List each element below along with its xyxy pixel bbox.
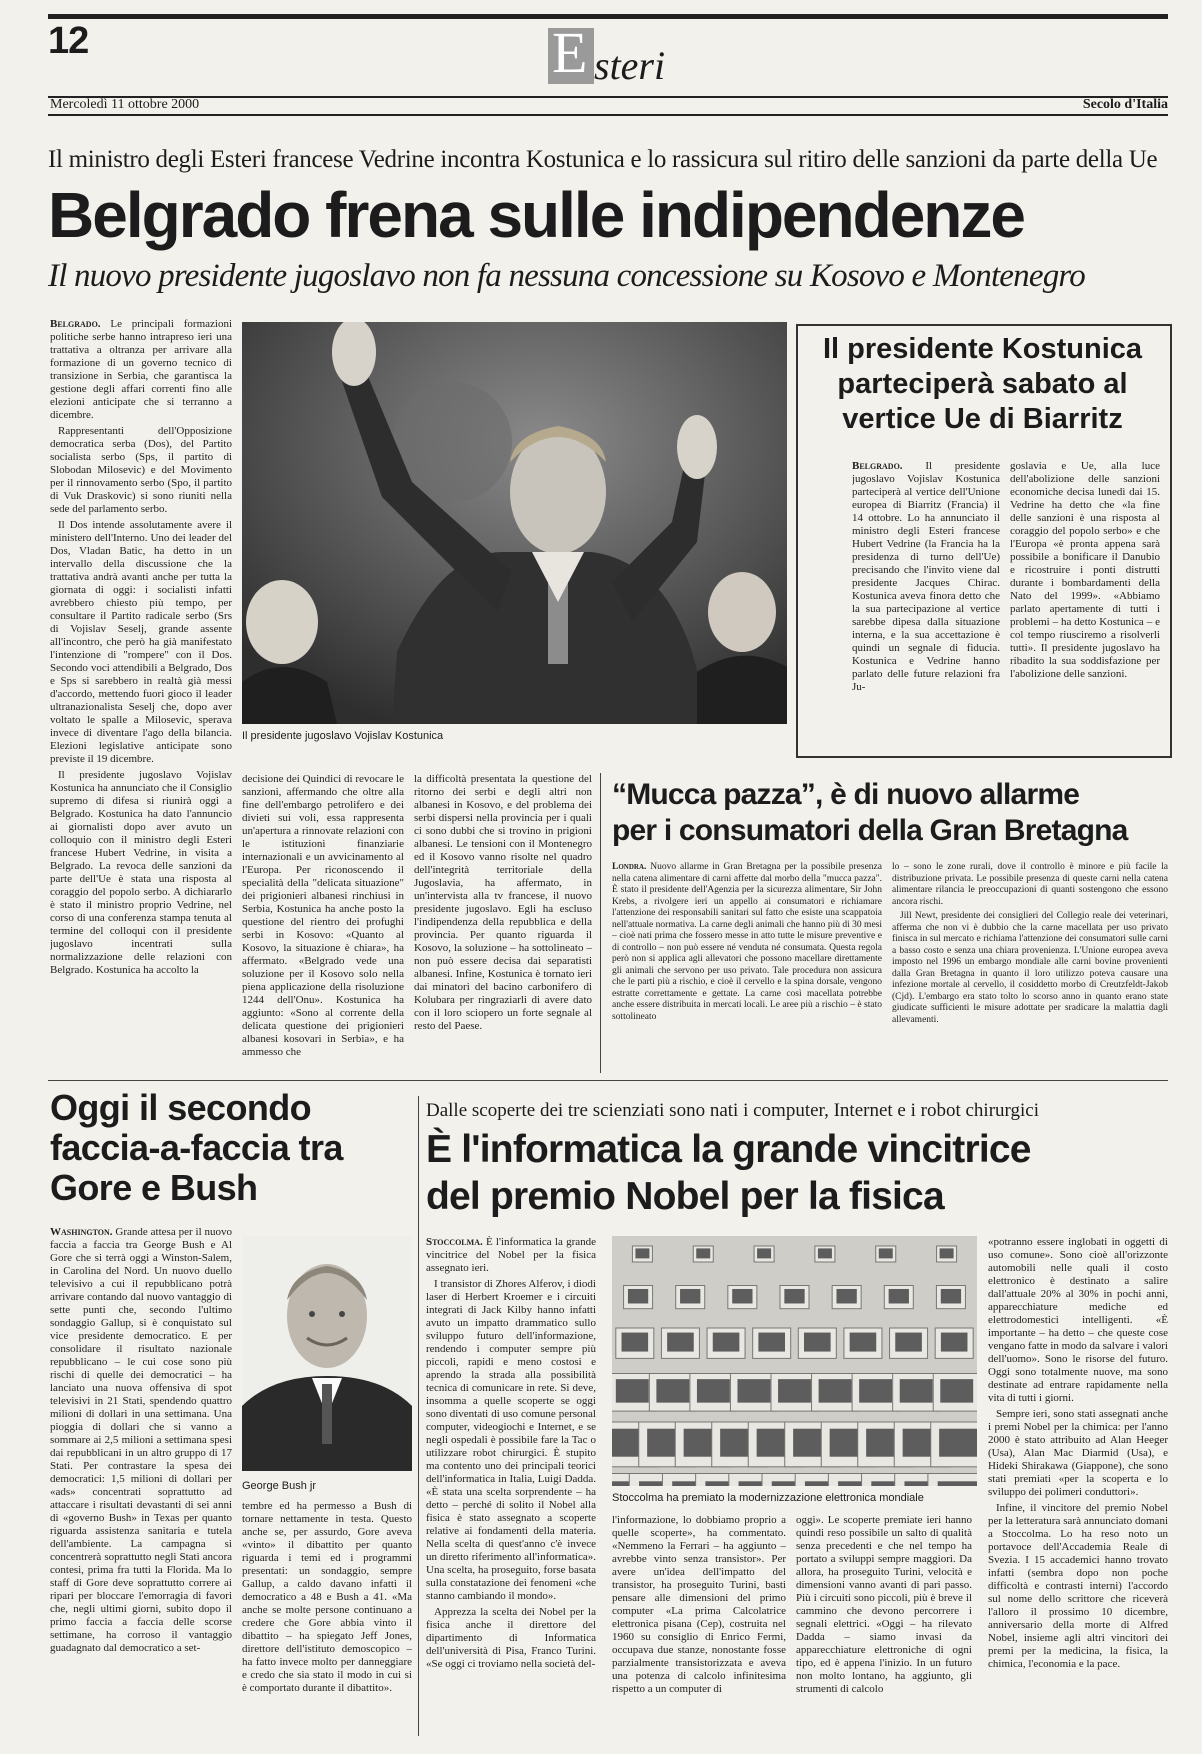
monitor-screen-shape (941, 1333, 968, 1352)
monitor-screen-shape (818, 1248, 832, 1258)
lead-paragraph: Il Dos intende assolutamente avere il ministero dell'Interno. Uno dei leader del Dos, Vladan Batic, ha detto in un intervallo della discussione che la trattativa andrà avanti anche per tutta la giornata di oggi: i socialisti infatti avrebbero chiesto più tempo, per consultare il Partito radicale serbo (Srs di Vojislav Seselj, grande assente all'incontro, che però ha già manifestato l'intenzione di "rompere" con il Dos. Secondo voci attendibili a Belgrado, Dos e Sps si sarebbero in realtà già messi d'accordo, mettendo fuori gioco il leader ultranazionalista Seselj che, dopo aver voltato le spalle a Milosevic, sperava invece di diventare l'ago della bilancia. Elezioni legislative anticipate sono previste il 19 dicembre. (50, 519, 232, 765)
nobel-paragraph: È l'informatica la grande vincitrice del Nobel per la fisica assegnato ieri. (426, 1236, 596, 1274)
sidebar-dateline: Belgrado. (852, 460, 903, 472)
monitor-screen-shape (757, 1248, 771, 1258)
section-logo-text: steri (594, 43, 666, 88)
monitor-screen-shape (667, 1333, 694, 1352)
monitor-screen-shape (850, 1333, 877, 1352)
monitor-screen-shape (616, 1379, 649, 1403)
mucca-paragraph: Jill Newt, presidente dei consiglieri del Collegio reale dei veterinari, afferma che non vi è dubbio che la carne macellata per uso privato finisca in sul mercato e richiama l'attenzione dei consumatori sulle carni a basso costo e senza una chiara provenienza. L'Unione europea aveva imposto nel 1996 un embargo mondiale alle carni bovine provenienti dalla Gran Bretagna in quanto il loro utilizzo poteva causare una infezione mortale al cervello, il cosiddetto morbo di Creutzfeldt-Jakob (Cjd). L'embargo era stato tolto lo scorso anno in quanto erano state giudicate sufficienti le misure adottate per sradicare la malattia dagli allevamenti. (892, 911, 1168, 1025)
mucca-headline-line-1: “Mucca pazza”, è di nuovo allarme (612, 778, 1080, 811)
mucca-paragraph: Nuovo allarme in Gran Bretagna per la possibile presenza nella catena alimentare di carni affette dal morbo della "mucca pazza". È stato il presidente dell'Agenzia per la sicurezza alimentare, Sir John Krebs, a rivolgere ieri un appello ai consumatori e richiamare l'attenzione dei responsabili sanitari sul fatto che esiste una scappatoia nell'attuale normativa. La carne degli animali che hanno più di 30 mesi – cioè nati prima che fossero messe in atto tutte le misure preventive e di controllo – non può essere né venduta né consumata. Questa regola però non si applica agli allevatori che possono macellare direttamente gli animali che servono per uso privato. Tale procedura non assicura che le parti più a rischio, e cioè il cervello e la spina dorsale, vengono estratte correttamente e gettate. La carne così macellata potrebbe anche essere distribuita in mercati locali. Le aree più a rischio – è stato sottolineato (612, 862, 882, 1022)
nobel-paragraph: Apprezza la scelta dei Nobel per la fisica anche il direttore del dipartimento di Informatica dell'università di Pisa, Franco Turini. «Se oggi ci troviamo nella società del- (426, 1606, 596, 1670)
monitor-screen-shape (940, 1248, 954, 1258)
stockholm-photo (612, 1236, 977, 1486)
kostunica-photo (242, 322, 787, 724)
monitor-screen-shape (941, 1289, 961, 1304)
bush-photo-art (242, 1236, 412, 1471)
monitor-screen-shape (900, 1379, 933, 1403)
bush-photo-caption: George Bush jr (242, 1480, 316, 1492)
sidebar-headline: Il presidente Kostunica parteciperà sabato al vertice Ue di Biarritz (822, 333, 1143, 435)
nobel-paragraph: Sempre ieri, sono stati assegnati anche i premi Nobel per la chimica: per l'anno 2000 è stato attribuito ad Alan Heeger (Usa), Alan Mac Diarmid (Usa), e Hideki Shirakawa (Giappone), che sono stati premiati «per la scoperta e lo sviluppo dei polimeri conduttori». (988, 1408, 1168, 1498)
monitor-screen-shape (889, 1289, 909, 1304)
monitor-screen-shape (940, 1379, 973, 1403)
gore-paragraph: tembre ed ha permesso a Bush di tornare nettamente in testa. Questo anche se, per assurdo, Gore aveva «vinto» il dibattito per quanto riguarda i temi ed i programmi presentati: un sondaggio, sempre Gallup, a caldo davano infatti il democratico a 48 e Bush a 41. «Ma anche se molte persone continuano a credere che Gore abbia vinto il dibattito – ha spiegato Jeff Jones, direttore dell'istituto demoscopico – ha fatto invece molto per danneggiare e credo che sia stato il modo in cui si è comportato durante il dibattito». (242, 1500, 412, 1694)
mucca-column-2 (892, 862, 1168, 1072)
sidebar-column-2 (1010, 460, 1160, 746)
mucca-headline-line-2: per i consumatori della Gran Bretagna (612, 814, 1128, 847)
nobel-headline-line-2: del premio Nobel per la fisica (426, 1175, 944, 1218)
lead-kicker: Il ministro degli Esteri francese Vedrine incontra Kostunica e lo rassicura sul ritiro delle sanzioni da parte della Ue (48, 146, 1158, 173)
monitor-screen-shape (778, 1379, 811, 1403)
gore-headline: Oggi il secondo faccia-a-faccia tra Gore e Bush (50, 1087, 343, 1208)
nobel-paragraph: I transistor di Zhores Alferov, i diodi laser di Herbert Kroemer e i circuiti integrati di Jack Kilby hanno infatti avuto un impatto drammatico sullo sviluppo futuro dell'informazione, rendendo i computer sempre più piccoli, rapidi e meno costosi e aprendo la strada alla possibilità tecnica di comunicare in rete. Si deve, insomma a quelle scoperte se oggi sono diventati di uso comune personal computer, videogiochi e Internet, e se negli ospedali è possibile fare la Tac o utilizzare robot chirurgici. È stupito ma contento uno dei principali teorici dell'informatica in Italia, Luigi Dadda. «È stata una scelta sorprendente – ha detto – perché di solito il Nobel alla fisica è stato assegnato a scoperte relative ai fondamenti della materia. Nella scelta di quest'anno c'è invece un diretto riferimento all'informatica». Una scelta, ha proseguito, forse basata sulla constatazione dei fenomeni «che stanno cambiando il mondo». (426, 1278, 596, 1602)
monitor-screen-shape (732, 1289, 752, 1304)
monitor-screen-shape (895, 1333, 922, 1352)
monitor-screen-shape (628, 1289, 648, 1304)
nobel-column-4 (988, 1236, 1168, 1736)
nobel-column-1 (426, 1236, 596, 1736)
monitor-screen-shape (737, 1379, 770, 1403)
monitor-screen-shape (697, 1379, 730, 1403)
gore-column-1 (50, 1226, 232, 1736)
column-divider (600, 773, 601, 1073)
gore-column-2 (242, 1500, 412, 1736)
nobel-column-3 (796, 1514, 972, 1736)
lead-headline: Belgrado frena sulle indipendenze (48, 179, 1024, 251)
lead-column-3 (414, 773, 592, 1073)
lead-column-2 (242, 773, 404, 1073)
top-rule (48, 14, 1168, 19)
lead-paragraph: decisione dei Quindici di revocare le sanzioni, affermando che oltre alla fine dell'embargo petrolifero e dei divieti sui voli, essa rappresenta un'apertura a rinnovate relazioni con le istituzioni finanziarie internazionali e un avvicinamento al l'Europa. Per riconoscendo il specialità della "delicata situazione" dei prigionieri albanesi rinchiusi in Serbia, Kostunica ha anche posto la questione del rientro dei profughi serbi in Kosovo: «Quanto al Kosovo, la situazione è chiara», ha affermato. «Belgrado vede una soluzione per il Kosovo solo nella piena applicazione della risoluzione 1244 dell'Onu». Kostunica ha aggiunto: «Sono al corrente della delicata questione dei prigionieri albanesi kosovari in Serbia», e ha ammesso che (242, 773, 404, 1058)
monitor-screen-shape (656, 1379, 689, 1403)
monitor-screen-shape (859, 1379, 892, 1403)
lead-subhead: Il nuovo presidente jugoslavo non fa nessuna concessione su Kosovo e Montenegro (48, 258, 1085, 294)
monitor-screen-shape (680, 1289, 700, 1304)
stockholm-photo-art (612, 1236, 977, 1486)
lead-paragraph: Le principali formazioni politiche serbe hanno intrapreso ieri una trattativa a oltranza per arrivare alla formazione di un governo tecnico di transizione in Serbia, che garantisca la gestione degli affari correnti fino alle elezioni anticipate che si terranno a dicembre. (50, 318, 232, 421)
bush-photo (242, 1236, 412, 1471)
monitor-screen-shape (696, 1248, 710, 1258)
gore-dateline: Washington. (50, 1226, 113, 1238)
monitor-screen-shape (758, 1333, 785, 1352)
nobel-headline-line-1: È l'informatica la grande vincitrice (426, 1128, 1031, 1171)
nobel-column-2 (612, 1514, 786, 1736)
kostunica-photo-caption: Il presidente jugoslavo Vojislav Kostunica (242, 730, 444, 742)
monitor-screen-shape (804, 1333, 831, 1352)
lead-column-1 (50, 318, 232, 1072)
nobel-paragraph: Infine, il vincitore del premio Nobel per la letteratura sarà annunciato domani a Stoccolma. Lo ha reso noto un portavoce dell'Accademia Reale di Svezia. I 15 accademici hanno trovato infatti (sembra dopo non poche difficoltà e contrasti interni) l'accordo sul nome dello scrittore che riceverà l'alloro il prossimo 10 dicembre, anniversario della morte di Alfred Nobel, insieme agli altri vincitori dei premi per la medicina, la fisica, la chimica, l'economia e la pace. (988, 1502, 1168, 1670)
column-divider (418, 1096, 419, 1736)
monitor-screen-shape (784, 1289, 804, 1304)
nobel-paragraph: «potranno essere inglobati in oggetti di uso comune». Sono cioè all'orizzonte automobili nelle quali il costo elettronico è destinato a salire dall'attuale 20% al 30% in pochi anni, apparecchiature mediche ed elettrodomestici intelligenti. «È importante – ha detto – che queste cose vengano fatte in modo da salvare i valori dell'uomo». Sono le risorse del futuro. Oggi sono totalmente nuove, ma sono destinate ad entrare rapidamente nella vita di tutti i giorni. (988, 1236, 1168, 1404)
stockholm-photo-caption: Stoccolma ha premiato la modernizzazione elettronica mondiale (612, 1492, 924, 1504)
newspaper-name: Secolo d'Italia (1082, 97, 1168, 112)
mucca-column-1 (612, 862, 882, 1072)
mucca-paragraph: lo – sono le zone rurali, dove il controllo è minore e più facile la distribuzione privata. Le possibile presenza di queste carni nella catena alimentare rilancia le preoccupazioni di quanti sostengono che essono ancora rischi. (892, 862, 1168, 907)
mucca-dateline: Londra. (612, 862, 647, 872)
section-divider (48, 1080, 1168, 1081)
issue-date: Mercoledì 11 ottobre 2000 (50, 97, 200, 112)
monitor-screen-shape (836, 1289, 856, 1304)
monitor-screen-shape (819, 1379, 852, 1403)
nobel-paragraph: oggi». Le scoperte premiate ieri hanno quindi reso possibile un salto di qualità senza precedenti e che nel tempo ha portato a sviluppi sempre maggiori. Da allora, ha proseguito Turini, velocità e dimensioni vanno avanti di pari passo. Più i circuiti sono piccoli, più è breve il cammino che devono percorrere i segnali elettrici. «Oggi – ha rilevato Dadda – siamo invasi da apparecchiature elettroniche di ogni tipo, ed è appena l'inizio. In un futuro non molto lontano, ha aggiunto, gli strumenti di calcolo (796, 1514, 972, 1695)
monitor-screen-shape (879, 1248, 893, 1258)
monitor-screen-shape (939, 1429, 977, 1457)
sidebar-paragraph: goslavia e Ue, alla luce dell'abolizione delle sanzioni economiche decisa lunedì dai 15. Vedrine ha detto che «la fine delle sanzioni è una risposta al coraggio del popolo serbo» e che l'Europa «è pronta appena sarà possibile a bonificare il Danubio e ricostruire i ponti distrutti durante i bombardamenti della Nato del 1999». «Abbiamo parlato apertamente di tutti i problemi – ha detto Kostunica – e col tempo riusciremo a risolverli tutti». Il presidente jugoslavo ha ribadito la sua soddisfazione per l'abolizione delle sanzioni. (1010, 460, 1160, 680)
sidebar-column-1 (852, 460, 1000, 746)
lead-paragraph: Rappresentanti dell'Opposizione democratica serba (Dos), del Partito socialista serbo (Sps, il partito di Slobodan Milosevic) e del Movimento per il rinnovamento serbo (Spo, il partito di Vuk Draskovic) si sono riuniti nella sede del parlamento serbo. (50, 425, 232, 515)
section-logo-initial: E (552, 20, 588, 85)
lead-dateline: Belgrado. (50, 318, 101, 330)
monitor-screen-shape (635, 1248, 649, 1258)
gore-paragraph: Grande attesa per il nuovo faccia a faccia tra George Bush e Al Gore che si terrà oggi a Winston-Salem, in Carolina del Nord. Un nuovo duello televisivo a cui il repubblicano potrà arrivare contando dal nuovo vantaggio di sette punti che, secondo l'ultimo sondaggio Gallup, si è conquistato sul vice presidente democratico. E per consolidare il risultato nazionale repubblicano – le cui cose sono più rischi di quelle dei democratici – ha lanciato una nuova offensiva di spot televisivi in 21 Stati, spendendo quattro milioni di dollari in una settimana. Una pioggia di dollari che si vanno a sommare ai 2,5 milioni a settimana spesi dai repubblicani in un altro gruppo di 17 Stati. Per contrastare la spesa dei democratici: 1,5 milioni di dollari per «ads» concentrati soprattutto ad attaccare i risultati devastanti di sei anni di «governo Bush» in Texas per quanto riguarda assistenza sanitaria e tutela dell'ambiente. La campagna si concentrerà soprattutto negli Stati ancora contesi, prima fra tutti la Florida. Ma lo staff di Gore deve soprattutto correre ai ripari per bloccare l'emorragia di favori che, negli ultimi giorni, subito dopo il primo faccia a faccia delle scorse settimane, ha corroso il vantaggio guadagnato dal democratico a set- (50, 1226, 232, 1654)
sidebar-paragraph: Il presidente jugoslavo Vojislav Kostunica parteciperà al vertice dell'Unione europea di Biarritz (Francia) il 14 ottobre. Lo ha annunciato il ministro degli Esteri francese Hubert Vedrine (la Francia ha la presidenza di turno dell'Ue) precisando che l'invito viene dal presidente Jacques Chirac. Kostunica aveva finora detto che la sua partecipazione al vertice sarebbe dipesa dalla situazione interna, e la sua accettazione è quindi un segnale di fiducia. Kostunica e Vedrine hanno parlato delle future relazioni fra Ju- (852, 460, 1000, 693)
monitor-screen-shape (938, 1481, 977, 1486)
kostunica-photo-art (242, 322, 787, 724)
nobel-dateline: Stoccolma. (426, 1236, 483, 1248)
lead-paragraph: Il presidente jugoslavo Vojislav Kostunica ha annunciato che il Consiglio supremo di difesa si riunirà oggi a Belgrado. Kostunica ha dato l'annuncio ai giornalisti dopo aver avuto un colloquio con il ministro degli Esteri francese Hubert Vedrine, in visita a Belgrado. La revoca delle sanzioni da parte dell'Ue è stata una risposta al coraggio del popolo serbo. A dichiararlo è stato il ministro proprio Vedrine, nel corso di una conferenza stampa tenuta al termine del colloqui con il presidente jugoslavo incentrati sulla normalizzazione delle relazioni con Belgrado. Kostunica ha accolto la (50, 769, 232, 976)
monitor-screen-shape (713, 1333, 740, 1352)
nobel-paragraph: l'informazione, lo dobbiamo proprio a quelle scoperte», ha commentato. «Nemmeno la Ferrari – ha aggiunto – avrebbe vinto senza transistor». Per avere un'idea dell'impatto del transistor, ha proseguito Turini, basti pensare alle dimensioni del primo computer «La prima Calcolatrice elettronica pisana (Cep), costruita nel 1960 su consiglio di Enrico Fermi, occupava due stanze, nonostante fosse parzialmente transistorizzata e aveva una potenza di calcolo infinitesima rispetto a un computer di (612, 1514, 786, 1695)
monitor-screen-shape (622, 1333, 649, 1352)
page-number: 12 (48, 20, 89, 62)
lead-paragraph: la difficoltà presentata la questione del ritorno dei serbi e degli altri non albanesi in Kosovo, e del problema dei serbi dispersi nella provincia per i quali ci sono dubbi che si trovino in prigioni albanesi. Le tensioni con il Montenegro ed il Kosovo vanno risolte nel quadro dell'integrità territoriale della Jugoslavia, ha affermato, in un'intervista alla tv francese, il nuovo presidente jugoslavo. Egli ha escluso l'indipendenza della repubblica e della provincia. Per quanto riguarda il Kosovo, la soluzione – ha sottolineato – non può essere decisa dai separatisti albanesi. Infine, Kostunica è tornato ieri dai minatori del bacino carbonifero di Kolubara per ringraziarli di avere dato con il loro sciopero un forte segnale al resto del Paese. (414, 773, 592, 1032)
nobel-kicker: Dalle scoperte dei tre scienziati sono nati i computer, Internet e i robot chirurgici (426, 1100, 1040, 1121)
date-bar (48, 96, 1168, 116)
